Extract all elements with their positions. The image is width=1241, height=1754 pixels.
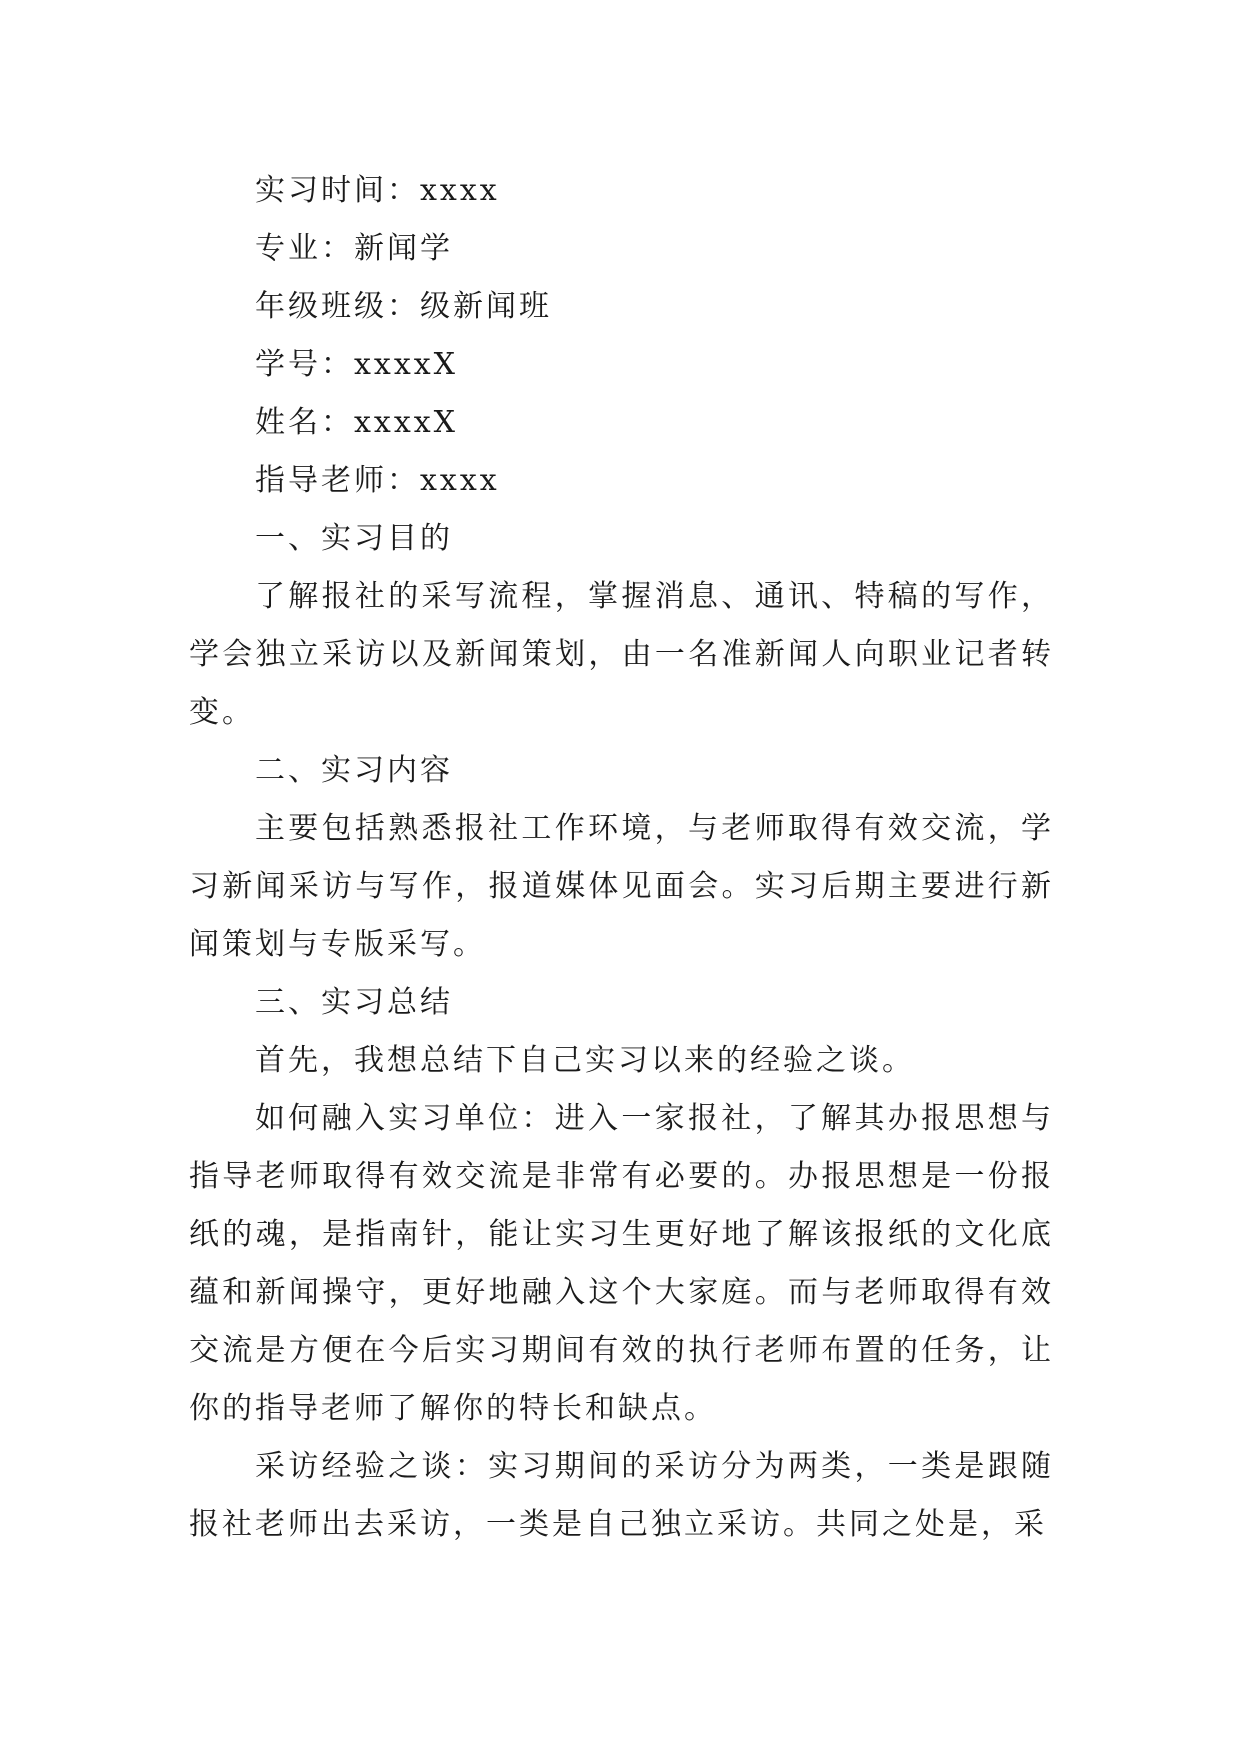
student-name-line: 姓名：xxxxX [255,405,459,440]
purpose-paragraph: 了解报社的采写流程，掌握消息、通讯、特稿的写作，学会独立采访以及新闻策划，由一名准新闻人向职业记者转变。 [189,579,1054,730]
advisor-line: 指导老师：xxxx [255,463,500,498]
summary-integrate-paragraph: 如何融入实习单位：进入一家报社，了解其办报思想与指导老师取得有效交流是非常有必要的。办报思想是一份报纸的魂，是指南针，能让实习生更好地了解该报纸的文化底蕴和新闻操守，更好地融入这个大家庭。而与老师取得有效交流是方便在今后实习期间有效的执行老师布置的任务，让你的指导老师了解你的特长和缺点。 [189,1101,1054,1426]
student-id-line: 学号：xxxxX [255,347,459,382]
section-heading-summary: 三、实习总结 [255,985,453,1020]
section-heading-content: 二、实习内容 [255,753,453,788]
summary-intro-paragraph: 首先，我想总结下自己实习以来的经验之谈。 [255,1043,915,1078]
content-paragraph: 主要包括熟悉报社工作环境，与老师取得有效交流，学习新闻采访与写作，报道媒体见面会。实习后期主要进行新闻策划与专版采写。 [189,811,1054,962]
document-body [189,162,1054,1554]
summary-interview-paragraph: 采访经验之谈：实习期间的采访分为两类，一类是跟随报社老师出去采访，一类是自己独立采访。共同之处是，采 [189,1449,1054,1542]
grade-class-line: 年级班级：级新闻班 [255,289,552,324]
internship-time-line: 实习时间：xxxx [255,173,500,208]
section-heading-purpose: 一、实习目的 [255,521,453,556]
major-line: 专业：新闻学 [255,231,453,266]
